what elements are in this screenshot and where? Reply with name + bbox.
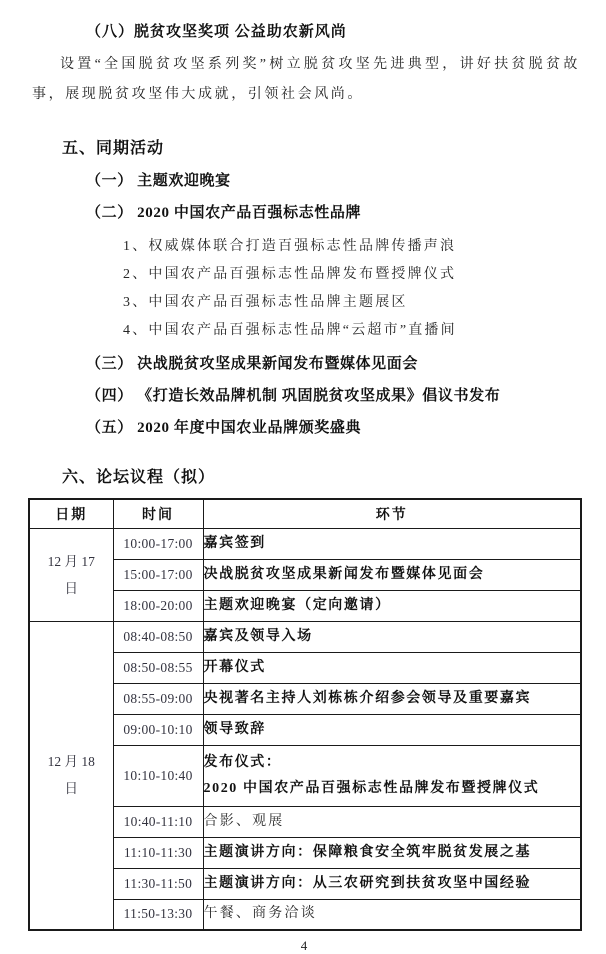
time-cell: 11:10-11:30 bbox=[113, 837, 203, 868]
date-cell-dec18 bbox=[29, 621, 113, 930]
time-cell: 08:40-08:50 bbox=[113, 621, 203, 652]
list-item-brand-3: 3、中国农产品百强标志性品牌主题展区 bbox=[123, 295, 408, 310]
time-cell: 10:00-17:00 bbox=[113, 528, 203, 559]
event-cell: 合影、观展 bbox=[203, 806, 581, 837]
time-cell: 10:10-10:40 bbox=[113, 745, 203, 806]
event-line-1: 发布仪式： bbox=[203, 754, 282, 770]
event-cell: 嘉宾及领导入场 bbox=[203, 621, 581, 652]
date-cell-dec17 bbox=[29, 528, 113, 621]
agenda-table bbox=[28, 498, 582, 931]
heading-section-viii: （八）脱贫攻坚奖项 公益助农新风尚 bbox=[86, 24, 347, 40]
event-cell: 嘉宾签到 bbox=[203, 528, 581, 559]
section-v-item-5: （五） 2020 年度中国农业品牌颁奖盛典 bbox=[86, 420, 362, 436]
event-cell: 决战脱贫攻坚成果新闻发布暨媒体见面会 bbox=[203, 559, 581, 590]
event-cell: 主题欢迎晚宴（定向邀请） bbox=[203, 590, 581, 621]
event-line-2: 2020 中国农产品百强标志性品牌发布暨授牌仪式 bbox=[203, 780, 540, 796]
section-v-item-2: （二） 2020 中国农产品百强标志性品牌 bbox=[86, 205, 362, 221]
section-v-item-4: （四） 《打造长效品牌机制 巩固脱贫攻坚成果》倡议书发布 bbox=[86, 388, 501, 404]
table-row bbox=[29, 621, 581, 652]
time-cell: 15:00-17:00 bbox=[113, 559, 203, 590]
list-item-brand-1: 1、权威媒体联合打造百强标志性品牌传播声浪 bbox=[123, 239, 457, 254]
time-cell: 18:00-20:00 bbox=[113, 590, 203, 621]
event-cell: 主题演讲方向：保障粮食安全筑牢脱贫发展之基 bbox=[203, 837, 581, 868]
table-header-row bbox=[29, 499, 581, 528]
section-v-item-3: （三） 决战脱贫攻坚成果新闻发布暨媒体见面会 bbox=[86, 356, 418, 372]
time-cell: 08:50-08:55 bbox=[113, 652, 203, 683]
table-row bbox=[29, 528, 581, 559]
time-cell: 10:40-11:10 bbox=[113, 806, 203, 837]
time-cell: 11:50-13:30 bbox=[113, 899, 203, 930]
column-header-time: 时间 bbox=[113, 499, 203, 528]
time-cell: 08:55-09:00 bbox=[113, 683, 203, 714]
time-cell: 09:00-10:10 bbox=[113, 714, 203, 745]
time-cell: 11:30-11:50 bbox=[113, 868, 203, 899]
date-line-2: 日 bbox=[64, 580, 78, 596]
list-item-brand-2: 2、中国农产品百强标志性品牌发布暨授牌仪式 bbox=[123, 267, 457, 282]
page-number: 4 bbox=[300, 938, 308, 953]
column-header-event: 环节 bbox=[203, 499, 581, 528]
event-cell: 主题演讲方向：从三农研究到扶贫攻坚中国经验 bbox=[203, 868, 581, 899]
event-cell bbox=[203, 745, 581, 806]
date-line-2: 日 bbox=[64, 781, 78, 797]
section-v-item-1: （一） 主题欢迎晚宴 bbox=[86, 173, 231, 189]
event-cell: 领导致辞 bbox=[203, 714, 581, 745]
list-item-brand-4: 4、中国农产品百强标志性品牌“云超市”直播间 bbox=[123, 323, 457, 338]
section-vi-title: 六、论坛议程（拟） bbox=[62, 469, 216, 486]
event-cell: 开幕仪式 bbox=[203, 652, 581, 683]
event-cell: 央视著名主持人刘栋栋介绍参会领导及重要嘉宾 bbox=[203, 683, 581, 714]
date-line-1: 12 月 17 bbox=[47, 553, 95, 569]
date-line-1: 12 月 18 bbox=[47, 754, 95, 770]
paragraph-awards: 设置“全国脱贫攻坚系列奖”树立脱贫攻坚先进典型，讲好扶贫脱贫故事，展现脱贫攻坚伟大成就，引领社会风尚。 bbox=[32, 57, 580, 102]
section-v-title: 五、同期活动 bbox=[62, 140, 165, 157]
column-header-date: 日期 bbox=[29, 499, 113, 528]
event-cell: 午餐、商务洽谈 bbox=[203, 899, 581, 930]
